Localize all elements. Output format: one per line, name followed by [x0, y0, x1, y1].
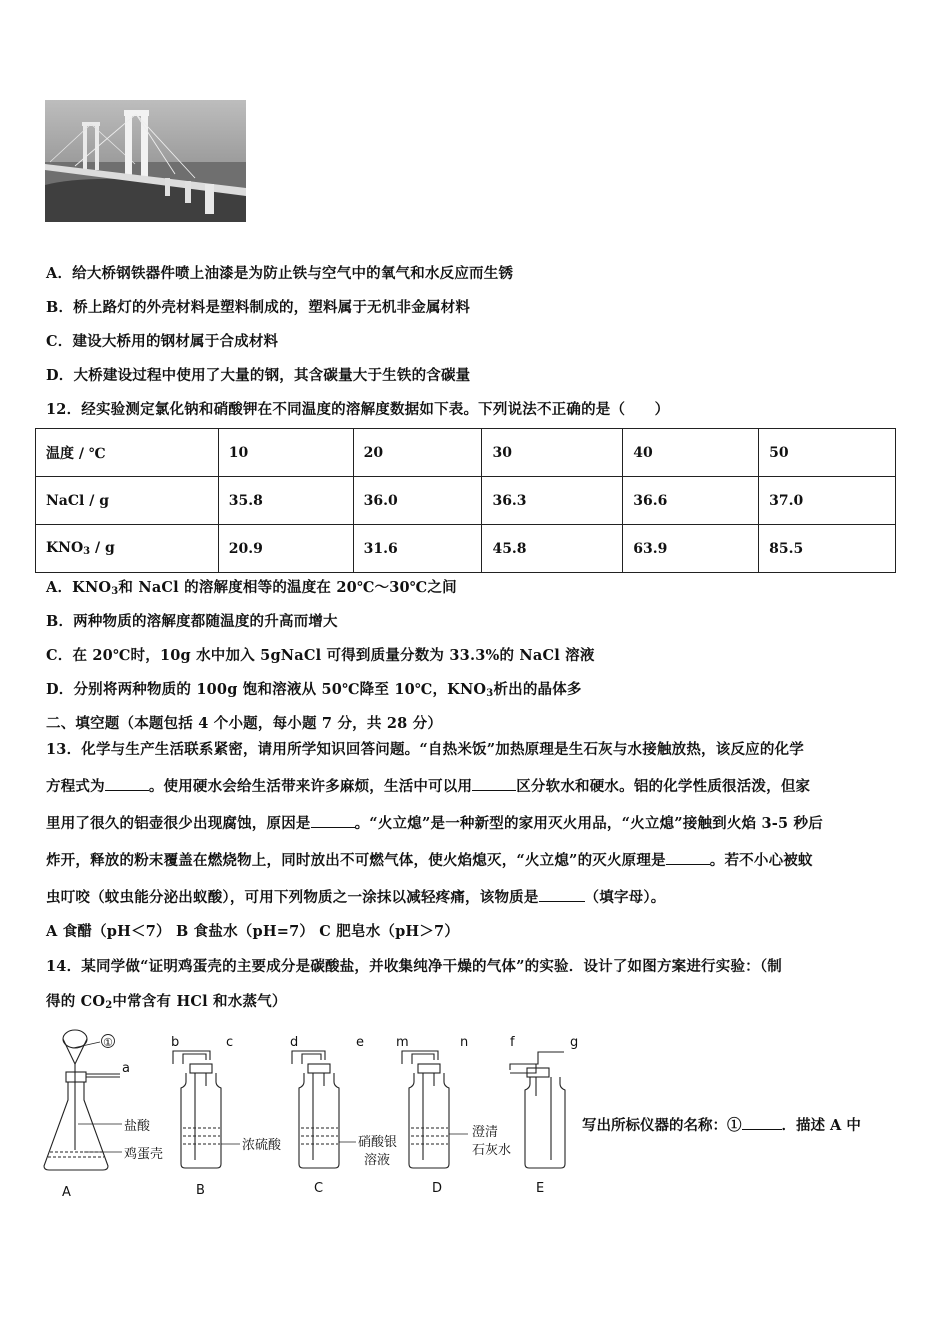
- apparatus-d: [402, 1051, 468, 1168]
- q13-text: 炸开，释放的粉末覆盖在燃烧物上，同时放出不可燃气体，使火焰熄灭，“火立熄”的灭火原理是: [46, 852, 666, 869]
- table-cell: 45.8: [482, 525, 623, 573]
- answer-blank[interactable]: [311, 815, 355, 828]
- table-row: [36, 525, 896, 573]
- eggshell-label: 鸡蛋壳: [124, 1147, 164, 1162]
- q11-option-a: A．给大桥钢铁器件喷上油漆是为防止铁与空气中的氧气和水反应而生锈: [46, 265, 514, 282]
- table-row: [36, 429, 896, 477]
- q12-option-d-sub: 3: [486, 688, 494, 699]
- apparatus-label: E: [536, 1181, 545, 1196]
- table-cell: 40: [623, 429, 759, 477]
- port-label: e: [356, 1035, 364, 1050]
- q12-option-a-sub: 3: [111, 586, 119, 597]
- table-cell-kno3-label: [36, 525, 219, 573]
- q13-text: 。“火立熄”是一种新型的家用灭火用品，“火立熄”接触到火焰 3-5 秒后: [354, 815, 823, 832]
- apparatus-b: [173, 1051, 240, 1168]
- port-label: n: [460, 1035, 469, 1050]
- agno3-label-1: 硝酸银: [358, 1135, 398, 1150]
- port-label: g: [570, 1035, 579, 1050]
- q14-side-text: [582, 1114, 861, 1135]
- q13-line-1: 13．化学与生产生活联系紧密，请用所学知识回答问题。“自热米饭”加热原理是生石灰与水接触放热，该反应的化学: [46, 741, 804, 758]
- port-label: b: [171, 1035, 180, 1050]
- kno3-label-b: / g: [90, 540, 115, 556]
- answer-blank[interactable]: [105, 778, 149, 791]
- q13-text: 区分软水和硬水。铝的化学性质很活泼，但家: [516, 778, 811, 795]
- q14-text: 中常含有 HCl 和水蒸气）: [112, 993, 287, 1010]
- table-cell: 50: [759, 429, 896, 477]
- apparatus-a: [44, 1030, 122, 1170]
- q13-text: 方程式为: [46, 778, 105, 795]
- port-label: m: [396, 1035, 409, 1050]
- table-cell: 36.3: [482, 477, 623, 525]
- table-cell: 36.6: [623, 477, 759, 525]
- table-cell: 63.9: [623, 525, 759, 573]
- q12-stem: 12．经实验测定氯化钠和硝酸钾在不同温度的溶解度数据如下表。下列说法不正确的是（ ）: [46, 401, 670, 418]
- q13-text: 虫叮咬（蚊虫能分泌出蚁酸），可用下列物质之一涂抹以减轻疼痛，该物质是: [46, 889, 539, 906]
- q13-line-3: [46, 812, 823, 833]
- port-label: c: [226, 1035, 234, 1050]
- q13-line-5: [46, 886, 666, 907]
- apparatus-label: B: [196, 1183, 205, 1198]
- q14-sub: 2: [105, 1000, 113, 1011]
- q12-option-c: C．在 20℃时，10g 水中加入 5gNaCl 可得到质量分数为 33.3%的 NaCl 溶液: [46, 647, 595, 664]
- answer-blank[interactable]: [666, 852, 710, 865]
- q12-option-d-text2: 析出的晶体多: [493, 681, 582, 698]
- kno3-label-sub: 3: [83, 546, 91, 557]
- q12-option-d-text: D．分别将两种物质的 100g 饱和溶液从 50℃降至 10℃，KNO: [46, 681, 487, 698]
- bridge-image: [45, 100, 246, 222]
- hcl-label: 盐酸: [124, 1119, 151, 1134]
- table-cell: 30: [482, 429, 623, 477]
- apparatus-e: [510, 1052, 565, 1168]
- q13-text: 。若不小心被蚊: [709, 852, 813, 869]
- table-cell: NaCl / g: [36, 477, 219, 525]
- q12-option-d: [46, 678, 582, 699]
- table-cell: 温度 / ℃: [36, 429, 219, 477]
- port-label: d: [290, 1035, 299, 1050]
- marker-label: ①: [103, 1036, 113, 1049]
- apparatus-c: [292, 1051, 356, 1168]
- answer-blank[interactable]: [472, 778, 516, 791]
- port-label: f: [510, 1035, 515, 1050]
- q14-text: ．描述 A 中: [781, 1117, 861, 1134]
- apparatus-label: C: [314, 1181, 324, 1196]
- apparatus-label: A: [62, 1185, 71, 1200]
- q13-text: （填字母）。: [584, 889, 666, 906]
- limewater-label-1: 澄清: [472, 1125, 499, 1140]
- apparatus-label: D: [432, 1181, 443, 1196]
- q13-line-2: [46, 775, 810, 796]
- limewater-label-2: 石灰水: [472, 1143, 512, 1158]
- answer-blank[interactable]: [539, 889, 585, 902]
- q13-line-4: [46, 849, 813, 870]
- section-heading: 二、填空题（本题包括 4 个小题，每小题 7 分，共 28 分）: [46, 715, 443, 732]
- q12-option-a-text2: 和 NaCl 的溶解度相等的温度在 20℃～30℃之间: [118, 579, 457, 596]
- q11-option-d: D．大桥建设过程中使用了大量的钢，其含碳量大于生铁的含碳量: [46, 367, 471, 384]
- answer-blank[interactable]: [742, 1117, 782, 1130]
- q14-text: 得的 CO: [46, 993, 106, 1010]
- table-cell: 20.9: [218, 525, 353, 573]
- q13-text: 。使用硬水会给生活带来许多麻烦，生活中可以用: [148, 778, 473, 795]
- table-cell: 10: [218, 429, 353, 477]
- table-cell: 20: [353, 429, 482, 477]
- apparatus-diagram: [40, 1024, 580, 1204]
- q12-option-a-text: A．KNO: [46, 579, 112, 596]
- q14-line-2: [46, 990, 287, 1011]
- q12-option-b: B．两种物质的溶解度都随温度的升高而增大: [46, 613, 338, 630]
- q11-option-b: B．桥上路灯的外壳材料是塑料制成的，塑料属于无机非金属材料: [46, 299, 471, 316]
- q11-option-c: C．建设大桥用的钢材属于合成材料: [46, 333, 279, 350]
- q14-text: 写出所标仪器的名称：①: [582, 1117, 742, 1134]
- table-cell: 85.5: [759, 525, 896, 573]
- table-cell: 31.6: [353, 525, 482, 573]
- port-label: a: [122, 1061, 130, 1076]
- bridge-photo: [45, 100, 246, 222]
- table-cell: 36.0: [353, 477, 482, 525]
- conc-acid-label: 浓硫酸: [242, 1138, 282, 1153]
- table-cell: 35.8: [218, 477, 353, 525]
- q13-choices: A 食醋（pH＜7） B 食盐水（pH=7） C 肥皂水（pH＞7）: [46, 923, 460, 940]
- q14-line-1: 14．某同学做“证明鸡蛋壳的主要成分是碳酸盐，并收集纯净干燥的气体”的实验．设计了如图方案进行实验：（制: [46, 958, 783, 975]
- q13-text: 里用了很久的铝壶很少出现腐蚀，原因是: [46, 815, 311, 832]
- table-cell: 37.0: [759, 477, 896, 525]
- kno3-label-a: KNO: [46, 540, 84, 556]
- table-row: [36, 477, 896, 525]
- solubility-table: [35, 428, 896, 573]
- q12-option-a: [46, 576, 457, 597]
- agno3-label-2: 溶液: [364, 1153, 391, 1168]
